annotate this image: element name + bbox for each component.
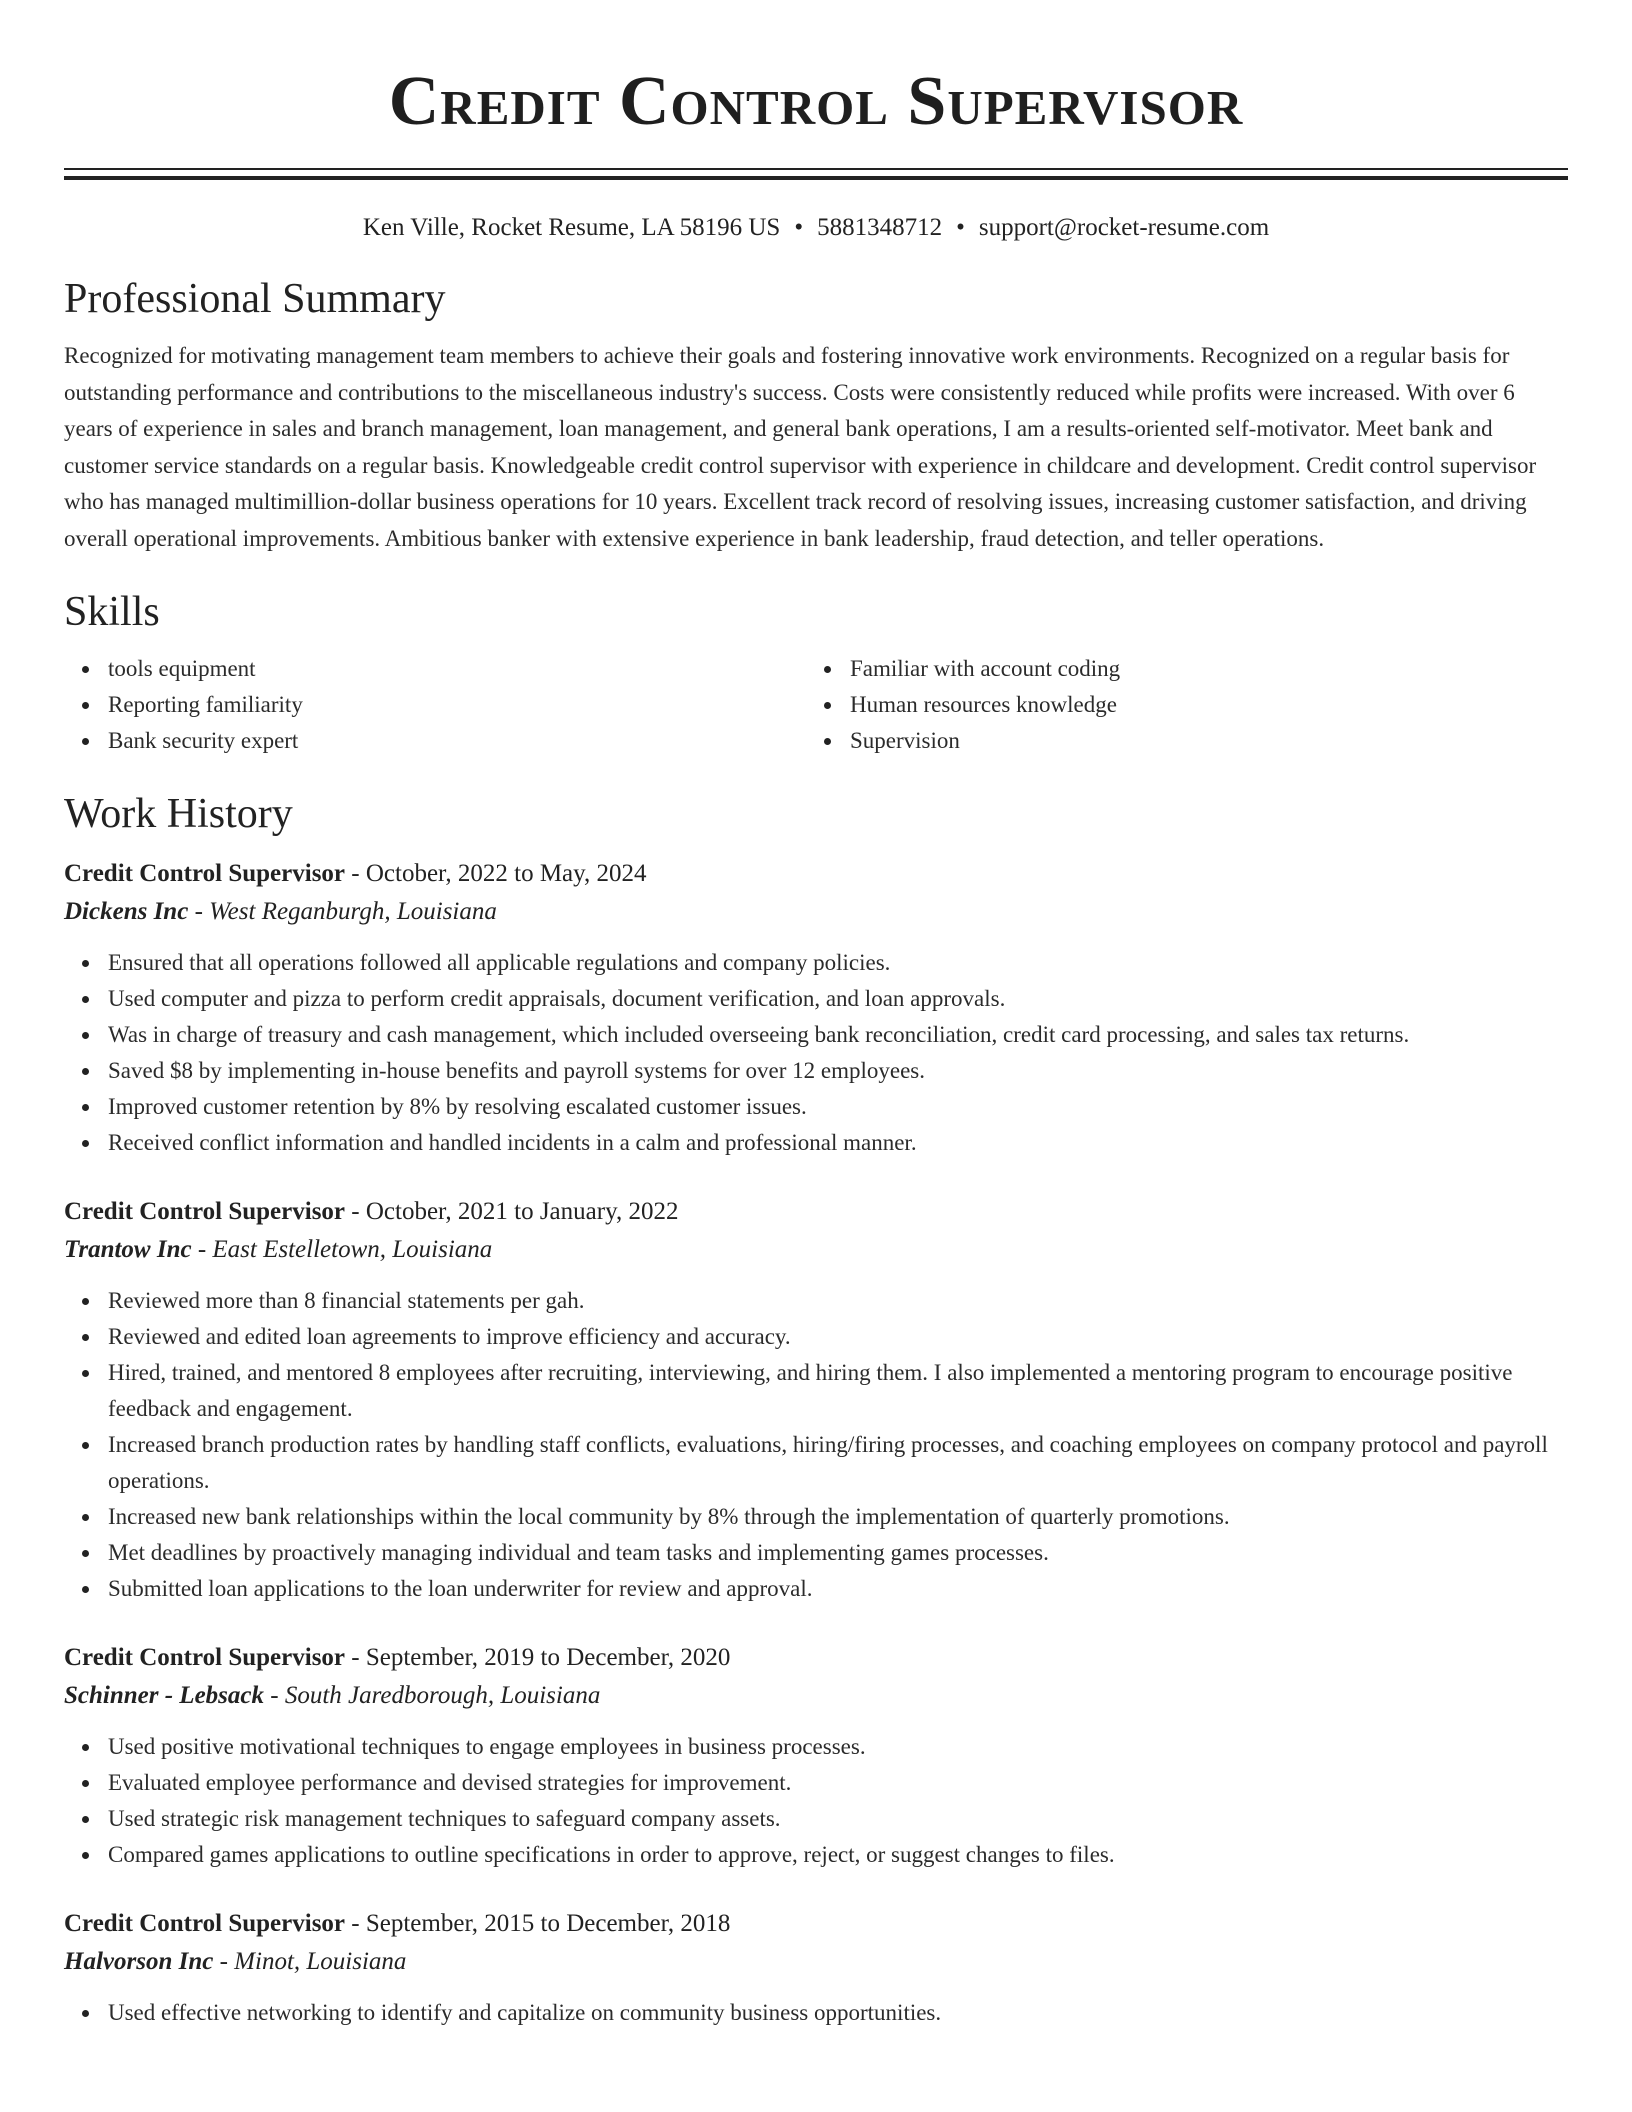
job-location: - East Estelletown, Louisiana	[191, 1236, 493, 1263]
skills-heading: Skills	[64, 589, 160, 635]
skill-item: Supervision	[850, 723, 1548, 759]
job-dates: - September, 2015 to December, 2018	[345, 1910, 731, 1937]
job-bullets	[64, 1283, 1568, 1607]
job-title-line	[64, 1907, 1568, 1941]
company-line	[64, 1945, 1568, 1979]
contact-phone[interactable]: 5881348712	[817, 214, 943, 241]
company-line	[64, 895, 1568, 929]
skills-list	[64, 651, 1568, 759]
contact-line	[64, 212, 1568, 244]
job-bullet: Saved $8 by implementing in-house benefits and payroll systems for over 12 employees.	[108, 1053, 1568, 1089]
skill-item: Bank security expert	[108, 723, 806, 759]
job-dates: - October, 2021 to January, 2022	[345, 1198, 679, 1225]
header-divider-thick	[64, 176, 1568, 180]
job-bullet: Reviewed more than 8 financial statements per gah.	[108, 1283, 1568, 1319]
job-title-line	[64, 1641, 1568, 1675]
skill-item: tools equipment	[108, 651, 806, 687]
job-bullet: Compared games applications to outline specifications in order to approve, reject, or suggest changes to files.	[108, 1837, 1568, 1873]
job-location: - Minot, Louisiana	[213, 1948, 407, 1975]
skills-column-right	[806, 651, 1548, 759]
job-bullet: Improved customer retention by 8% by resolving escalated customer issues.	[108, 1089, 1568, 1125]
job-company: Halvorson Inc	[64, 1948, 214, 1975]
job-bullet: Increased branch production rates by handling staff conflicts, evaluations, hiring/firing processes, and coaching employees on company protocol and payroll operations.	[108, 1427, 1568, 1499]
company-line	[64, 1679, 1568, 1713]
job-title: Credit Control Supervisor	[64, 1910, 346, 1937]
job-company: Trantow Inc	[64, 1236, 192, 1263]
job-bullet: Used effective networking to identify and capitalize on community business opportunities.	[108, 1995, 1568, 2031]
job-bullet: Used computer and pizza to perform credit appraisals, document verification, and loan approvals.	[108, 981, 1568, 1017]
skill-item: Familiar with account coding	[850, 651, 1548, 687]
job-title: Credit Control Supervisor	[64, 1198, 346, 1225]
job-bullet: Used strategic risk management techniques to safeguard company assets.	[108, 1801, 1568, 1837]
resume-name: Credit Control Supervisor	[388, 63, 1244, 140]
summary-heading: Professional Summary	[64, 276, 446, 322]
contact-address: Ken Ville, Rocket Resume, LA 58196 US	[362, 214, 781, 241]
job-bullet: Hired, trained, and mentored 8 employees after recruiting, interviewing, and hiring them. I also implemented a mentoring program to encourage positive feedback and engagement.	[108, 1355, 1568, 1427]
job-bullets	[64, 945, 1568, 1161]
job-location: - West Reganburgh, Louisiana	[188, 898, 497, 925]
job-title: Credit Control Supervisor	[64, 860, 346, 887]
job-title-line	[64, 857, 1568, 891]
job-bullet: Increased new bank relationships within the local community by 8% through the implementation of quarterly promotions.	[108, 1499, 1568, 1535]
job-title: Credit Control Supervisor	[64, 1644, 346, 1671]
skill-item: Human resources knowledge	[850, 687, 1548, 723]
job-company: Schinner - Lebsack	[64, 1682, 264, 1709]
job-bullet: Submitted loan applications to the loan underwriter for review and approval.	[108, 1571, 1568, 1607]
job-company: Dickens Inc	[64, 898, 189, 925]
job-bullet: Used positive motivational techniques to engage employees in business processes.	[108, 1729, 1568, 1765]
company-line	[64, 1233, 1568, 1267]
contact-email[interactable]: support@rocket-resume.com	[978, 214, 1270, 241]
job-entry	[64, 1907, 1568, 2031]
skills-column-left	[64, 651, 806, 759]
job-entry	[64, 1195, 1568, 1607]
job-entry	[64, 857, 1568, 1161]
job-bullet: Evaluated employee performance and devised strategies for improvement.	[108, 1765, 1568, 1801]
job-bullets	[64, 1729, 1568, 1873]
job-entry	[64, 1641, 1568, 1873]
resume-page	[64, 0, 1568, 2065]
work-history-heading: Work History	[64, 791, 293, 837]
skill-item: Reporting familiarity	[108, 687, 806, 723]
summary-text: Recognized for motivating management team members to achieve their goals and fostering innovative work environments. Recognized on a regular basis for outstanding performance and contributions to the miscellaneous industry's success. Costs were consistently reduced while profits were increased. With over 6 years of experience in sales and branch management, loan management, and general bank operations, I am a results-oriented self-motivator. Meet bank and customer service standards on a regular basis. Knowledgeable credit control supervisor with experience in childcare and development. Credit control supervisor who has managed multimillion-dollar business operations for 10 years. Excellent track record of resolving issues, increasing customer satisfaction, and driving overall operational improvements. Ambitious banker with extensive experience in bank leadership, fraud detection, and teller operations.	[64, 343, 1537, 551]
job-bullet: Was in charge of treasury and cash management, which included overseeing bank reconciliation, credit card processing, and sales tax returns.	[108, 1017, 1568, 1053]
job-bullet: Received conflict information and handled incidents in a calm and professional manner.	[108, 1125, 1568, 1161]
contact-separator: •	[794, 214, 804, 241]
contact-separator: •	[956, 214, 965, 241]
job-dates: - October, 2022 to May, 2024	[345, 860, 647, 887]
job-title-line	[64, 1195, 1568, 1229]
job-bullet: Reviewed and edited loan agreements to improve efficiency and accuracy.	[108, 1319, 1568, 1355]
job-bullet: Met deadlines by proactively managing individual and team tasks and implementing games processes.	[108, 1535, 1568, 1571]
job-bullet: Ensured that all operations followed all applicable regulations and company policies.	[108, 945, 1568, 981]
header-divider-thin	[64, 168, 1568, 170]
job-dates: - September, 2019 to December, 2020	[345, 1644, 731, 1671]
job-location: - South Jaredborough, Louisiana	[264, 1682, 601, 1709]
job-bullets	[64, 1995, 1568, 2031]
